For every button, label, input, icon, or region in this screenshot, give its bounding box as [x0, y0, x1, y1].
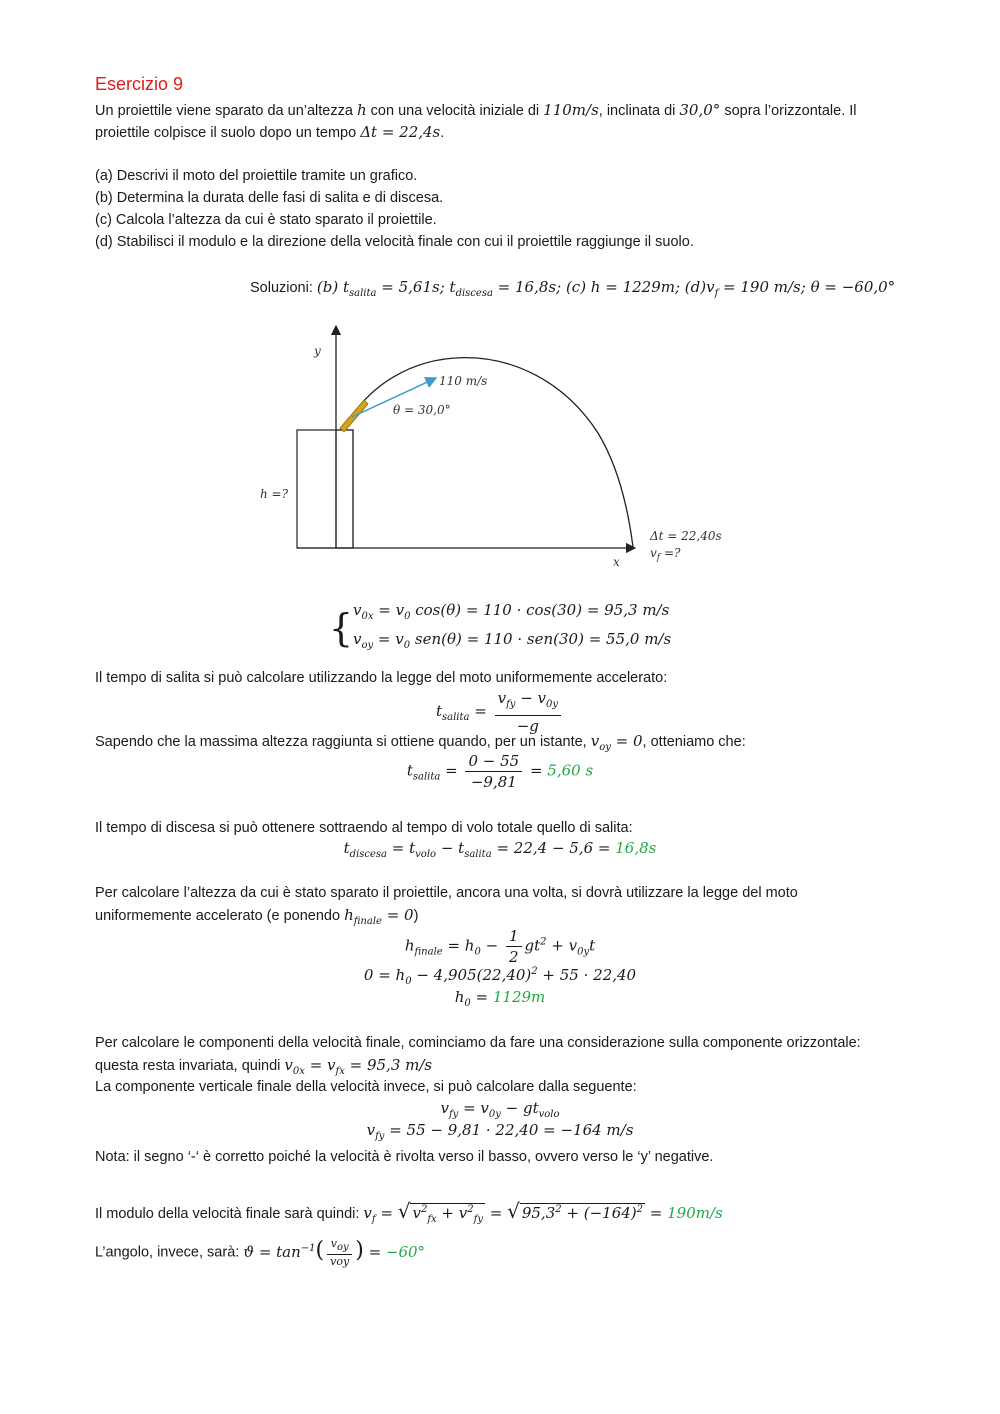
ae1-e: + v — [546, 936, 578, 955]
ae1-num: 1 — [506, 926, 522, 947]
modulo-result: 190m/s — [667, 1204, 723, 1222]
velocita-text-1: Per calcolare le componenti della velocità finale, cominciamo da fare una considerazione sulla componente orizzontale: — [95, 1035, 861, 1051]
st2-sub: oy — [599, 742, 611, 753]
ve2-b: = 55 − 9,81 · 22,40 = −164 m/s — [384, 1121, 634, 1139]
sol-ts-val: = 5,61s; — [376, 278, 450, 296]
x-label: x — [613, 555, 620, 569]
intro-v0: 110m/s — [543, 101, 599, 119]
ae1-sup: 2 — [540, 936, 547, 948]
sf-lhs-sub: salita — [441, 712, 470, 723]
salita-result: 5,60 s — [547, 761, 594, 780]
af-den: voy — [330, 1255, 350, 1269]
af-num — [327, 1237, 352, 1255]
sol-ts-sub: salita — [349, 288, 377, 299]
s1sub2: 0 — [404, 611, 411, 622]
ae1-den: 2 — [508, 948, 519, 966]
ae2-a: 0 = h — [363, 966, 406, 984]
exercise-title: Esercizio 9 — [95, 74, 184, 94]
ae1-sub: finale — [414, 946, 443, 958]
sol-d-sub: f — [714, 288, 719, 299]
ve1-sub3: volo — [538, 1109, 560, 1120]
modulo-formula — [363, 1199, 723, 1225]
intro-text: proiettile colpisce il suolo dopo un tempo — [95, 125, 361, 141]
af-num-v: v — [330, 1237, 337, 1250]
r1: v — [412, 1204, 421, 1222]
sol-c: (c) h = 1229m; — [565, 278, 685, 296]
ve1-b: = v — [458, 1099, 489, 1117]
building — [297, 430, 353, 548]
sr-den: −9,81 — [470, 773, 517, 791]
intro-h: h — [356, 101, 367, 119]
at2-a: uniformemente accelerato (e ponendo — [95, 908, 345, 924]
solutions-line — [250, 276, 950, 305]
sf-eq: = — [469, 702, 492, 720]
modulo-line — [95, 1199, 915, 1231]
question-b: (b) Determina la durata delle fasi di salita e di discesa. — [95, 190, 444, 206]
sqrt-arg-2 — [520, 1203, 645, 1222]
velocita-text-3: La componente verticale finale della velocità invece, si può calcolare dalla seguente: — [95, 1079, 637, 1095]
s2sub2: 0 — [403, 640, 411, 651]
sf-lhs: t — [435, 702, 442, 720]
ve2-sub: fy — [375, 1131, 385, 1142]
paren-close: ) — [355, 1237, 364, 1263]
question-c: (c) Calcola l’altezza da cui è stato sparato il proiettile. — [95, 212, 437, 228]
af-num-sub: oy — [336, 1242, 349, 1254]
sf-frac — [495, 688, 561, 736]
df-s2: volo — [415, 849, 437, 860]
ve1-c: − gt — [500, 1099, 539, 1117]
sqrt-sign-1: √ — [397, 1199, 411, 1223]
angolo-result: −60° — [385, 1242, 426, 1261]
question-a: (a) Descrivi il moto del proiettile tramite un grafico. — [95, 168, 418, 184]
velocita-eq-2 — [0, 1121, 1000, 1142]
angolo-line — [95, 1237, 915, 1268]
ae3-b: = — [470, 988, 493, 1006]
sr-num: 0 − 55 — [465, 751, 522, 772]
at2-h: h — [344, 906, 354, 924]
altezza-text-1: Per calcolare l’altezza da cui è stato sparato il proiettile, ancora una volta, si dovrà utilizzare la legge del moto — [95, 885, 798, 901]
ae3-a: h — [454, 988, 465, 1006]
s1b: = v — [373, 601, 405, 619]
sr-eq: = — [440, 761, 463, 780]
components-system — [0, 599, 1000, 657]
sfn-a: v — [497, 689, 507, 707]
solutions-values — [316, 278, 896, 299]
s1a: v — [353, 601, 362, 619]
system-brace: { — [328, 606, 353, 650]
altezza-eq-2 — [0, 966, 1000, 987]
r3: 95,3 — [521, 1204, 556, 1222]
ve1-sub: fy — [448, 1109, 459, 1120]
r3-b: + (−164) — [561, 1204, 637, 1222]
sr-lhs: t — [406, 761, 413, 780]
ae2-sub: 0 — [405, 976, 412, 987]
sqrt-sign-2: √ — [507, 1199, 520, 1223]
sol-td-val: = 16,8s; — [492, 278, 566, 296]
df-c: − t — [436, 839, 465, 857]
r2-sub: fy — [473, 1214, 483, 1225]
theta-label: θ = 30,0° — [393, 403, 451, 417]
discesa-result: 16,8s — [615, 839, 657, 857]
s1c: cos(θ) = 110 · cos(30) = 95,3 m/s — [410, 601, 670, 619]
intro-text: sopra l’orizzontale. Il — [720, 103, 857, 119]
sr-lhs-sub: salita — [412, 771, 441, 783]
ae2-b: − 4,905(22,40) — [411, 966, 532, 984]
r1-sup: 2 — [420, 1204, 428, 1215]
velocita-eq-1 — [0, 1099, 1000, 1120]
sfn-s1: fy — [506, 699, 516, 710]
af-frac — [327, 1237, 352, 1268]
vf-sub: f — [656, 553, 661, 563]
s2c: sen(θ) = 110 · sen(30) = 55,0 m/s — [410, 630, 672, 648]
ae1-c: − — [480, 936, 503, 955]
sol-ts: t — [342, 278, 350, 296]
at2-math — [344, 906, 414, 927]
system-lines — [353, 599, 671, 657]
y-label: y — [314, 344, 321, 358]
mf-c: = — [484, 1204, 508, 1222]
vf-label — [650, 546, 681, 563]
intro-text: . — [440, 125, 445, 141]
vt2-s1: 0x — [292, 1066, 305, 1077]
altezza-eq-1 — [0, 926, 1000, 967]
r2-sup: 2 — [467, 1204, 474, 1215]
s2sub: oy — [361, 640, 374, 651]
question-d: (d) Stabilisci il modulo e la direzione della velocità finale con cui il proiettile raggiunge il suolo. — [95, 234, 694, 250]
sol-td: t — [449, 278, 456, 296]
sol-td-sub: discesa — [455, 288, 493, 299]
sfn-s2: 0y — [546, 699, 559, 710]
vt2-math — [284, 1056, 433, 1077]
vt2-s2: fx — [335, 1066, 345, 1077]
system-line-1 — [353, 599, 671, 628]
af-a: ϑ = tan — [243, 1242, 301, 1261]
vt2-m3: = 95,3 m/s — [344, 1056, 433, 1074]
sf-den: −g — [516, 717, 539, 735]
s1sub: 0x — [361, 611, 374, 622]
r1-plus: + v — [436, 1204, 468, 1222]
ve2-a: v — [366, 1121, 376, 1139]
velocity-label: 110 m/s — [439, 374, 488, 388]
ae1-a: h — [404, 936, 415, 955]
df-b: = t — [387, 839, 416, 857]
s2b: = v — [373, 630, 404, 648]
salita-formula — [0, 688, 1000, 736]
dt-label: Δt = 22,40s — [650, 529, 722, 543]
intro-line-2 — [95, 121, 915, 144]
intro-line-1 — [95, 99, 915, 122]
vt2-m1: v — [284, 1056, 293, 1074]
salita-text: Il tempo di salita si può calcolare utilizzando la legge del moto uniformemente accelerato: — [95, 670, 668, 686]
ae1-frac — [506, 926, 522, 967]
angolo-formula — [243, 1237, 426, 1269]
intro-text: , inclinata di — [598, 103, 680, 119]
st2-a: Sapendo che la massima altezza raggiunta si ottiene quando, per un istante, — [95, 734, 591, 750]
df-d: = 22,4 − 5,6 = — [491, 839, 616, 857]
intro-text: con una velocità iniziale di — [366, 103, 544, 119]
r1-sub: fx — [427, 1214, 437, 1225]
ae1-f: t — [589, 936, 596, 955]
altezza-result: 1129m — [492, 988, 546, 1006]
at2-sub: finale — [353, 916, 382, 927]
df-a: t — [343, 839, 350, 857]
discesa-text: Il tempo di discesa si può ottenere sottraendo al tempo di volo totale quello di salita: — [95, 820, 633, 836]
ae1-b: = h — [442, 936, 475, 955]
sqrt-arg-1 — [410, 1203, 485, 1225]
ve1-sub2: 0y — [488, 1109, 501, 1120]
sr-frac — [465, 751, 522, 792]
angolo-text: L’angolo, invece, sarà: — [95, 1244, 244, 1261]
paren-open: ( — [315, 1237, 325, 1263]
h-label: h =? — [260, 487, 289, 501]
tower — [336, 430, 353, 548]
sr-eq2: = — [525, 761, 548, 780]
ve1-a: v — [440, 1099, 449, 1117]
vf-v: v — [650, 546, 657, 560]
ae1-sub2: 0 — [474, 946, 481, 958]
sol-d: (d)v — [684, 278, 715, 296]
ae3-sub: 0 — [464, 998, 471, 1009]
st2-eq: = 0 — [610, 732, 643, 750]
intro-angle: 30,0° — [679, 101, 721, 119]
r3-sup2: 2 — [636, 1204, 644, 1215]
nota-text: Nota: il segno ‘-‘ è corretto poiché la velocità è rivolta verso il basso, ovvero verso le ‘y’ negative. — [95, 1149, 714, 1165]
ae2-c: + 55 · 22,40 — [537, 966, 637, 984]
vt2-a: questa resta invariata, quindi — [95, 1058, 285, 1074]
st2-v: v — [590, 732, 600, 750]
intro-text: Un proiettile viene sparato da un’altezza — [95, 103, 357, 119]
sfn-b: − v — [515, 689, 547, 707]
mf-sub: f — [371, 1214, 376, 1225]
sol-b: (b) — [316, 278, 343, 296]
salita-result-formula — [0, 751, 1000, 792]
df-s3: salita — [464, 849, 492, 860]
ae2-sup: 2 — [531, 966, 538, 977]
ae1-sub3: 0y — [577, 946, 590, 958]
at2-b: ) — [413, 908, 419, 924]
ae1-d: gt — [524, 936, 541, 955]
r3-sup: 2 — [555, 1204, 562, 1215]
mf-a: v — [363, 1204, 372, 1222]
discesa-formula — [0, 839, 1000, 860]
solutions-label: Soluzioni: — [250, 280, 317, 296]
sol-d-val: = 190 m/s; θ = −60,0° — [718, 278, 896, 296]
st2-b: , otteniamo che: — [642, 734, 746, 750]
st2-math — [590, 732, 643, 753]
system-line-2 — [353, 628, 671, 657]
trajectory-diagram — [240, 318, 740, 578]
vt2-m2: = v — [304, 1056, 336, 1074]
af-b: = — [363, 1242, 386, 1261]
df-s1: discesa — [349, 849, 388, 860]
at2-eq: = 0 — [381, 906, 414, 924]
trajectory-curve — [344, 358, 633, 547]
altezza-eq-3 — [0, 988, 1000, 1009]
vf-tail: =? — [660, 546, 681, 560]
af-sup: −1 — [300, 1242, 316, 1254]
sf-num — [495, 688, 561, 716]
mf-b: = — [375, 1204, 398, 1222]
intro-dt: Δt = 22,4s — [360, 123, 441, 141]
s2a: v — [353, 630, 362, 648]
mf-d: = — [645, 1204, 668, 1222]
modulo-text: Il modulo della velocità finale sarà quindi: — [95, 1206, 364, 1222]
